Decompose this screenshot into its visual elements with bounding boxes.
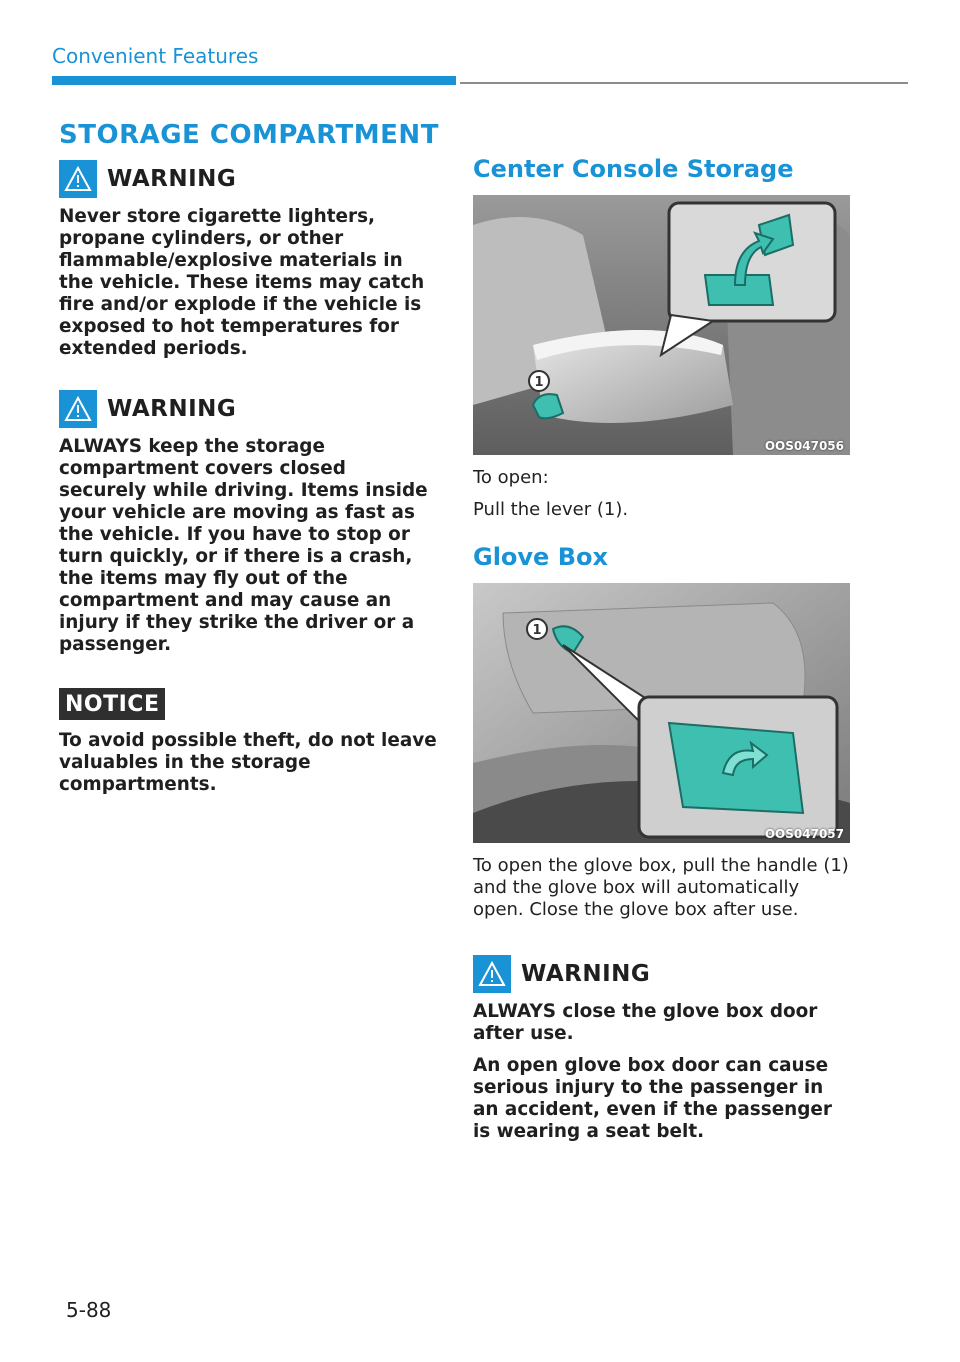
warning-label: WARNING: [107, 396, 237, 422]
warning-text: ALWAYS keep the storage compartment covers closed securely while driving. Items inside your vehicle are moving as fast as the vehicle. If you have to stop or turn quickly, or if there is a crash, the items may fly out of the compartment and may cause an injury if they strike the driver or a passenger.: [59, 436, 428, 655]
right-column: [473, 155, 853, 1171]
header-rule: [460, 82, 908, 84]
warning-text: ALWAYS close the glove box door after use.: [473, 1001, 818, 1044]
warning-triangle-icon: [473, 955, 511, 993]
center-console-callout: 1: [534, 375, 544, 390]
glove-box-illustration: [473, 583, 850, 843]
to-open-label: To open:: [473, 467, 549, 488]
warning-triangle-icon: [59, 390, 97, 428]
notice-label: NOTICE: [59, 688, 165, 720]
notice-theft: [59, 688, 439, 796]
glove-box-callout: 1: [532, 623, 542, 638]
warning-label: WARNING: [521, 961, 651, 987]
figure-code: OOS047057: [764, 827, 844, 841]
warning-label: WARNING: [107, 166, 237, 192]
warning-triangle-icon: [59, 160, 97, 198]
figure-code: OOS047056: [764, 439, 844, 453]
warning-glove-box: [473, 955, 853, 1143]
left-column: [59, 160, 439, 824]
pull-lever-text: Pull the lever (1).: [473, 499, 629, 520]
warning-header: [59, 160, 439, 198]
page-title: STORAGE COMPARTMENT: [59, 120, 439, 150]
warning-covers: [59, 390, 439, 656]
center-console-illustration: [473, 195, 850, 455]
warning-header: [59, 390, 439, 428]
center-console-figure: [473, 195, 850, 455]
glove-box-figure: [473, 583, 850, 843]
header-rule-accent: [52, 76, 456, 85]
center-console-heading: Center Console Storage: [473, 155, 794, 183]
notice-text: To avoid possible theft, do not leave valuables in the storage compartments.: [59, 730, 437, 795]
warning-flammables: [59, 160, 439, 360]
glove-box-heading: Glove Box: [473, 543, 608, 571]
warning-text: Never store cigarette lighters, propane cylinders, or other flammable/explosive materials in the vehicle. These items may catch fire and/or explode if the vehicle is exposed to hot temperatures for extended periods.: [59, 206, 425, 359]
warning-text: An open glove box door can cause serious injury to the passenger in an accident, even if the passenger is wearing a seat belt.: [473, 1055, 832, 1142]
header-section-title: Convenient Features: [52, 44, 259, 68]
warning-header: [473, 955, 853, 993]
glove-box-text: To open the glove box, pull the handle (1) and the glove box will automatically open. Close the glove box after use.: [473, 855, 849, 920]
page-number: 5-88: [66, 1298, 112, 1322]
